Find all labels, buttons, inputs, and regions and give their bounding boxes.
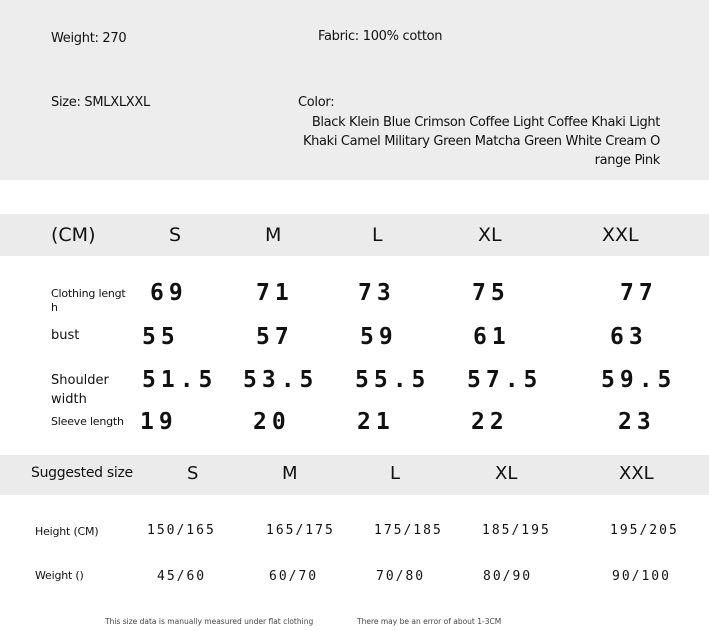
table-cell: 57 [256,324,294,350]
table-cell: 20 [253,409,291,435]
table-cell: 63 [610,324,648,350]
table-cell: 59.5 [601,367,677,393]
size-col-l: L [372,224,383,246]
table-cell: 195/205 [610,523,679,538]
row-label-sleeve-length: Sleeve length [51,415,124,428]
table-cell: 57.5 [467,367,543,393]
footer-note-measurement: This size data is manually measured under flat clothing [105,617,314,626]
table-cell: 69 [150,280,188,306]
table-cell: 19 [140,409,178,435]
color-label: Color: [298,95,335,110]
table-cell: 45/60 [157,569,207,584]
size-table-header [0,214,709,256]
table-cell: 61 [473,324,511,350]
product-info-panel [0,0,709,180]
table-cell: 75 [472,280,510,306]
sugg-col-s: S [187,463,199,484]
footer-note-error: There may be an error of about 1-3CM [357,617,502,626]
table-cell: 23 [618,409,656,435]
table-cell: 185/195 [482,523,551,538]
size-col-m: M [265,224,282,246]
table-cell: 175/185 [374,523,443,538]
sugg-col-m: M [282,463,298,484]
table-cell: 90/100 [612,569,671,584]
weight-info: Weight: 270 [51,31,127,46]
table-cell: 71 [256,280,294,306]
color-list: Black Klein Blue Crimson Coffee Light Coffee Khaki Light Khaki Camel Military Green Matcha Green White Cream Orange Pink [302,115,660,168]
table-cell: 53.5 [243,367,319,393]
table-cell: 60/70 [269,569,319,584]
table-cell: 77 [620,280,658,306]
table-cell: 55 [142,324,180,350]
table-cell: 21 [357,409,395,435]
row-label-bust: bust [51,328,80,343]
table-cell: 51.5 [142,367,218,393]
row-label-clothing-length: Clothing length [51,287,126,314]
row-label-weight: Weight () [35,569,84,582]
suggested-size-header [0,455,709,495]
row-label-shoulder-width: Shoulder width [51,373,109,407]
sugg-col-l: L [390,463,401,484]
row-label-height: Height (CM) [35,525,99,538]
fabric-info: Fabric: 100% cotton [318,29,443,44]
table-cell: 55.5 [355,367,431,393]
table-cell: 150/165 [147,523,216,538]
sugg-col-xl: XL [495,463,518,484]
table-cell: 22 [471,409,509,435]
table-cell: 59 [360,324,398,350]
table-cell: 70/80 [376,569,426,584]
size-col-xl: XL [478,224,502,246]
size-col-s: S [169,224,182,246]
sugg-col-xxl: XXL [619,463,654,484]
table-cell: 73 [358,280,396,306]
suggested-size-title: Suggested size [31,465,133,481]
unit-header: (CM) [51,224,96,246]
size-info: Size: SMLXLXXL [51,95,150,110]
table-cell: 165/175 [266,523,335,538]
table-cell: 80/90 [483,569,533,584]
size-col-xxl: XXL [602,224,639,246]
